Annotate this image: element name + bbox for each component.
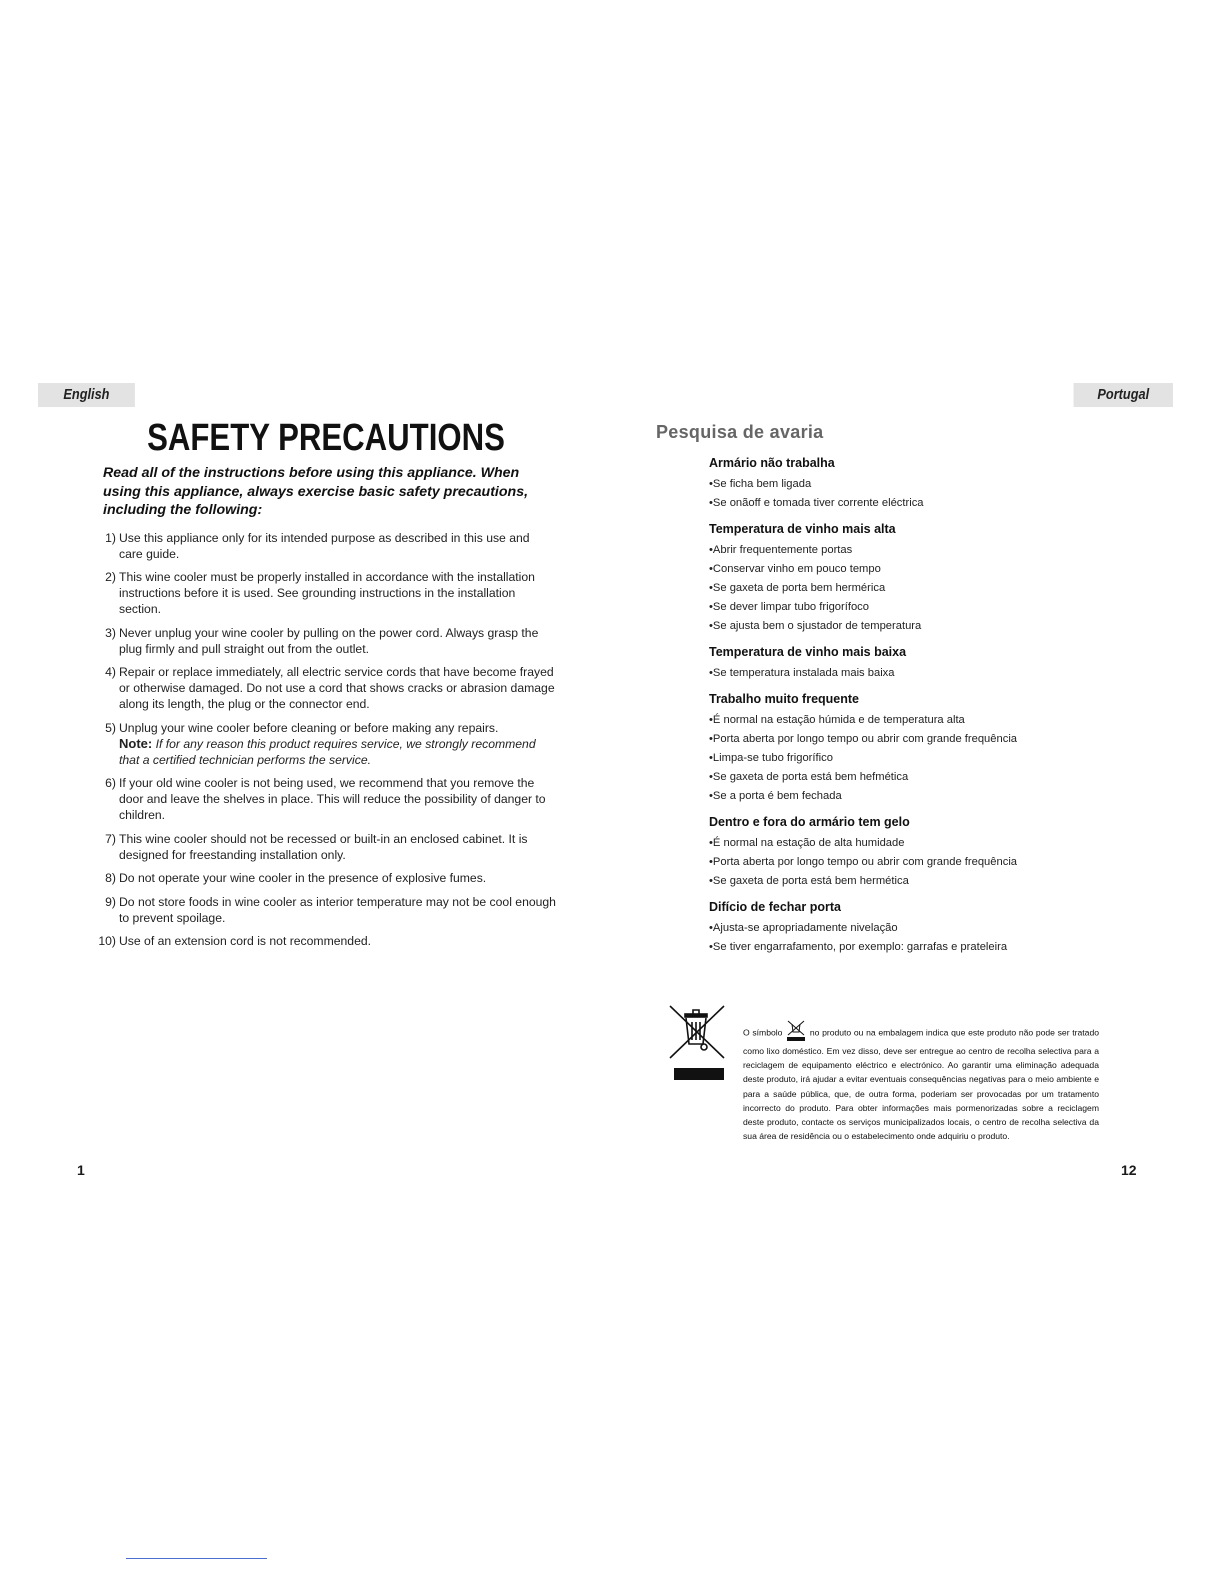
rule-text: Never unplug your wine cooler by pulling on the power cord. Always grasp the plug firmly and pull straight out from the outlet.: [119, 625, 539, 656]
rule-text: Use this appliance only for its intended purpose as described in this use and care guide.: [119, 530, 530, 561]
rule-number: 1): [105, 530, 116, 545]
list-item: [96, 831, 556, 863]
list-item: [96, 870, 556, 886]
note-label: Note:: [119, 735, 153, 751]
list-item: •Se gaxeta de porta bem hermérica: [709, 582, 886, 594]
troubleshoot-section: [709, 644, 1116, 683]
rule-text: This wine cooler should not be recessed or built-in an enclosed cabinet. It is designed for freestanding installation only.: [119, 831, 528, 862]
right-page-content: [656, 422, 1116, 965]
troubleshoot-section: [709, 691, 1116, 806]
rule-number: 7): [105, 831, 116, 846]
note-text: If for any reason this product requires service, we strongly recommend that a certified technician performs the service.: [119, 736, 536, 767]
list-item: [96, 569, 556, 617]
list-item: •Conservar vinho em pouco tempo: [709, 563, 881, 575]
list-item: •Porta aberta por longo tempo ou abrir com grande frequência: [709, 733, 1018, 745]
weee-text-rest: no produto ou na embalagem indica que este produto não pode ser tratado como lixo doméstico. Em vez disso, deve ser entregue ao centro de recolha selectiva para a reciclagem de equipamento eléctrico e electrónico. Ao garantir uma eliminação adequada deste produto, irá ajudar a evitar eventuais consequências negativas para o meio ambiente e para a saúde pública, que, de outra forma, poderiam ser provocadas por um tratamento incorrecto do produto. Para obter informações mais pormenorizadas sobre a reciclagem deste produto, contacte os serviços municipalizados locais, o centro de recolha selectiva da sua área de residência ou o estabelecimento onde adquiriu o produto.: [743, 1027, 1099, 1142]
list-item: [96, 530, 556, 562]
rule-number: 6): [105, 776, 116, 790]
rule-number: 9): [105, 894, 116, 909]
page-number-right: 12: [1121, 1162, 1137, 1178]
list-item: [96, 720, 556, 768]
list-item: [96, 894, 556, 926]
list-item: •Ajusta-se apropriadamente nivelação: [709, 922, 898, 934]
divider-line: [126, 1558, 267, 1559]
language-tab-english: English: [38, 383, 135, 407]
rule-number: 3): [105, 625, 116, 640]
list-item: •Se a porta é bem fechada: [709, 790, 842, 802]
list-item: •É normal na estação de alta humidade: [709, 837, 905, 849]
rule-text: Use of an extension cord is not recommended.: [119, 934, 372, 948]
list-item: •Se gaxeta de porta está bem hermética: [709, 875, 909, 887]
troubleshoot-section: [709, 899, 1116, 957]
section-heading: Temperatura de vinho mais baixa: [709, 645, 907, 659]
page-number-left: 1: [77, 1162, 85, 1178]
crossed-bin-icon: [668, 1004, 726, 1082]
troubleshoot-section: [709, 521, 1116, 636]
page-title: SAFETY PRECAUTIONS: [147, 417, 505, 459]
list-item: •Se onãoff e tomada tiver corrente eléctrica: [709, 497, 924, 509]
weee-notice: [668, 1004, 1108, 1154]
intro-text: Read all of the instructions before using this appliance. When using this appliance, always exercise basic safety precautions, including the following:: [103, 465, 529, 518]
section-heading: Dentro e fora do armário tem gelo: [709, 815, 910, 829]
rule-text: Do not store foods in wine cooler as interior temperature may not be cool enough to prevent spoilage.: [119, 894, 556, 925]
rule-text: This wine cooler must be properly installed in accordance with the installation instructions before it is used. See grounding instructions in the installation section.: [119, 570, 535, 616]
safety-rules-list: [96, 530, 556, 950]
list-item: •Se ajusta bem o sjustador de temperatura: [709, 620, 922, 632]
list-item: •Abrir frequentemente portas: [709, 544, 853, 556]
rule-number: 10): [98, 934, 116, 948]
rule-text: Unplug your wine cooler before cleaning or before making any repairs.: [119, 720, 499, 735]
list-item: •Limpa-se tubo frigorífico: [709, 752, 833, 764]
list-item: •Se gaxeta de porta está bem hefmética: [709, 771, 909, 783]
rule-number: 4): [105, 665, 116, 679]
list-item: •Porta aberta por longo tempo ou abrir com grande frequência: [709, 856, 1018, 868]
troubleshooting-title: Pesquisa de avaria: [656, 422, 824, 442]
list-item: •Se tiver engarrafamento, por exemplo: garrafas e prateleira: [709, 941, 1008, 953]
list-item: •Se temperatura instalada mais baixa: [709, 667, 895, 679]
small-crossed-bin-icon: [785, 1020, 807, 1042]
list-item: •É normal na estação húmida e de temperatura alta: [709, 714, 965, 726]
list-item: [96, 664, 556, 712]
rule-text: Repair or replace immediately, all electric service cords that have become frayed or otherwise damaged. Do not use a cord that shows cracks or abrasion damage along its length, the plug or the connector end.: [119, 665, 555, 711]
weee-notice-text: [743, 1022, 1099, 1143]
section-heading: Difício de fechar porta: [709, 900, 841, 914]
list-item: [96, 933, 556, 949]
rule-number: 2): [105, 570, 116, 584]
section-heading: Armário não trabalha: [709, 456, 835, 470]
troubleshoot-section: [709, 455, 1116, 513]
rule-text: Do not operate your wine cooler in the presence of explosive fumes.: [119, 871, 487, 885]
list-item: [96, 625, 556, 657]
troubleshoot-section: [709, 814, 1116, 891]
rule-text: If your old wine cooler is not being used, we recommend that you remove the door and leave the shelves in place. This will reduce the possibility of danger to children.: [119, 776, 546, 822]
rule-number: 5): [105, 720, 116, 735]
section-heading: Temperatura de vinho mais alta: [709, 522, 896, 536]
weee-text-start: O símbolo: [743, 1027, 783, 1038]
section-heading: Trabalho muito frequente: [709, 692, 860, 706]
left-page-content: [96, 418, 556, 957]
rule-number: 8): [105, 871, 116, 885]
list-item: •Se ficha bem ligada: [709, 478, 812, 490]
language-tab-portugal: Portugal: [1074, 383, 1173, 407]
list-item: •Se dever limpar tubo frigorífoco: [709, 601, 869, 613]
list-item: [96, 775, 556, 823]
